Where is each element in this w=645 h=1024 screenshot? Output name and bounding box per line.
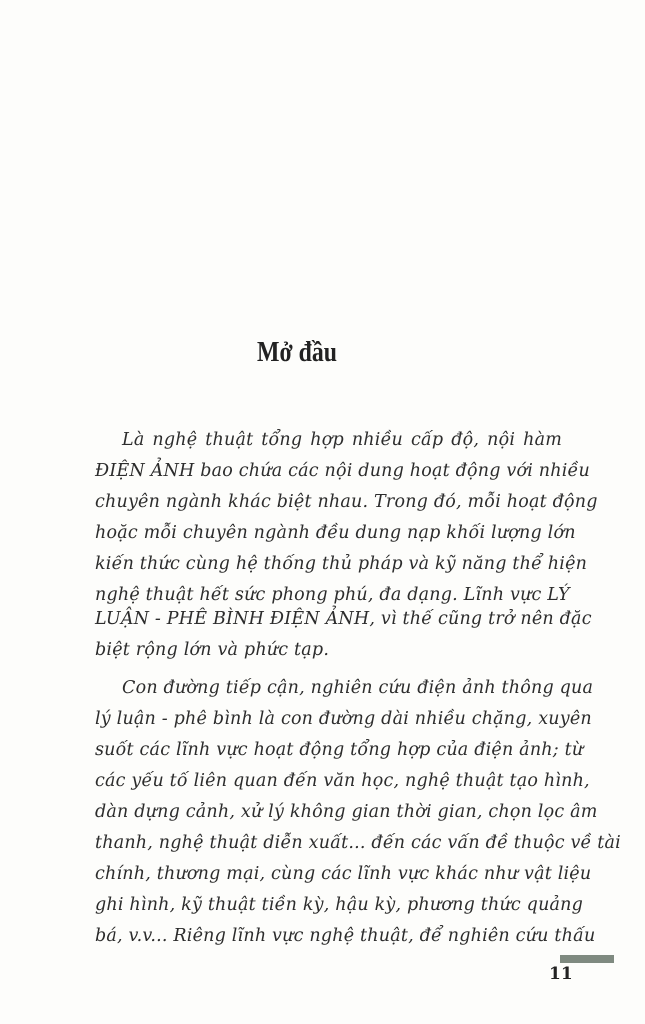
text-line: bá, v.v... Riêng lĩnh vực nghệ thuật, để nghiên cứu thấu bbox=[95, 926, 596, 946]
text-line: ĐIỆN ẢNH bao chứa các nội dung hoạt động với nhiều bbox=[95, 461, 590, 481]
text-line: chính, thương mại, cùng các lĩnh vực khác như vật liệu bbox=[95, 864, 592, 884]
text-line: Con đường tiếp cận, nghiên cứu điện ảnh thông qua bbox=[122, 678, 594, 698]
text-line: hoặc mỗi chuyên ngành đều dung nạp khối lượng lớn bbox=[95, 523, 576, 543]
text-line: lý luận - phê bình là con đường dài nhiều chặng, xuyên bbox=[95, 709, 592, 729]
text-line: LUẬN - PHÊ BÌNH ĐIỆN ẢNH, vì thế cũng trở nên đặc bbox=[95, 609, 592, 629]
text-line: Là nghệ thuật tổng hợp nhiều cấp độ, nội hàm bbox=[122, 430, 562, 450]
page-number: 11 bbox=[549, 964, 573, 984]
text-line: chuyên ngành khác biệt nhau. Trong đó, mỗi hoạt động bbox=[95, 492, 598, 512]
text-line: nghệ thuật hết sức phong phú, đa dạng. Lĩnh vực LÝ bbox=[95, 585, 570, 605]
text-line: kiến thức cùng hệ thống thủ pháp và kỹ năng thể hiện bbox=[95, 554, 588, 574]
text-line: biệt rộng lớn và phức tạp. bbox=[95, 640, 330, 660]
text-line: thanh, nghệ thuật diễn xuất... đến các vấn đề thuộc về tài bbox=[95, 833, 621, 853]
text-line: suốt các lĩnh vực hoạt động tổng hợp của điện ảnh; từ bbox=[95, 740, 584, 760]
chapter-title: Mở đầu bbox=[257, 336, 337, 368]
page-number-bar bbox=[560, 955, 614, 963]
text-line: dàn dựng cảnh, xử lý không gian thời gian, chọn lọc âm bbox=[95, 802, 598, 822]
text-line: các yếu tố liên quan đến văn học, nghệ thuật tạo hình, bbox=[95, 771, 590, 791]
text-line: ghi hình, kỹ thuật tiền kỳ, hậu kỳ, phương thức quảng bbox=[95, 895, 584, 915]
